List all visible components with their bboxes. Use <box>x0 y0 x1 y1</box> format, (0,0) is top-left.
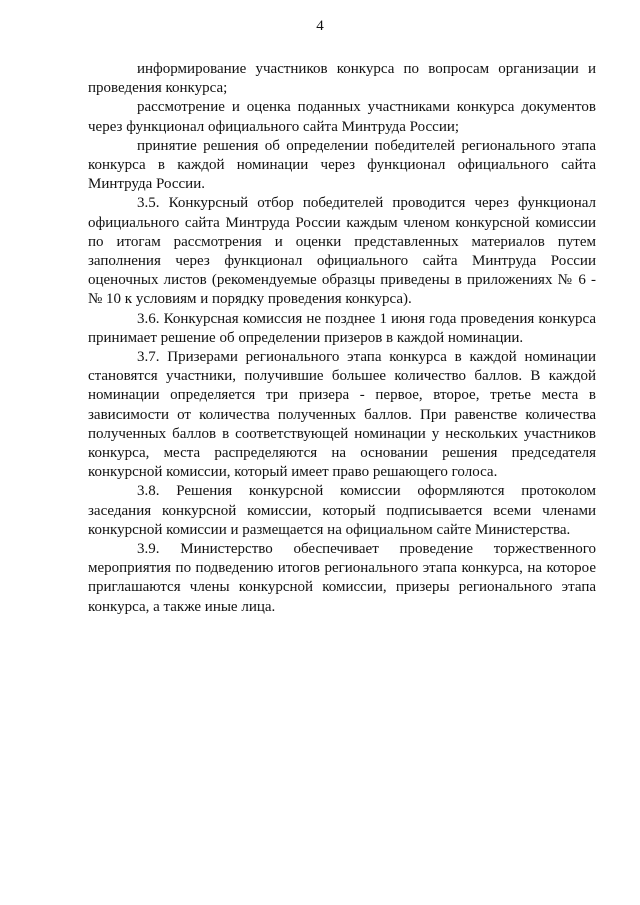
page-number: 4 <box>316 18 324 34</box>
paragraph-3-9: 3.9. Министерство обеспечивает проведение торжественного мероприятия по подведению итогов регионального этапа конкурса, на которое приглашаются члены конкурсной комиссии, призеры регионального этапа конкурса, а также иные лица. <box>88 541 596 615</box>
document-body <box>88 60 596 617</box>
paragraph-review-documents: рассмотрение и оценка поданных участниками конкурса документов через функционал официального сайта Минтруда России; <box>88 99 596 135</box>
paragraph-3-7: 3.7. Призерами регионального этапа конкурса в каждой номинации становятся участники, получившие большее количество баллов. В каждой номинации определяется три призера - первое, второе, третье места в зависимости от количества полученных баллов. При равенстве количества полученных баллов в соответствующей номинации у нескольких участников конкурса, места распределяются на основании решения председателя конкурсной комиссии, который имеет право решающего голоса. <box>88 349 596 481</box>
paragraph-3-6: 3.6. Конкурсная комиссия не позднее 1 июня года проведения конкурса принимает решение об определении призеров в каждой номинации. <box>88 310 596 346</box>
paragraph-3-5: 3.5. Конкурсный отбор победителей проводится через функционал официального сайта Минтруда России каждым членом конкурсной комиссии по итогам рассмотрения и оценки представленных материалов путем заполнения через функционал официального сайта Минтруда России оценочных листов (рекомендуемые образцы приведены в приложениях № 6 - № 10 к условиям и порядку проведения конкурса). <box>88 195 596 308</box>
paragraph-3-8: 3.8. Решения конкурсной комиссии оформляются протоколом заседания конкурсной комиссии, который подписывается всеми членами конкурсной комиссии и размещается на официальном сайте Министерства. <box>88 483 596 538</box>
paragraph-decision-winners: принятие решения об определении победителей регионального этапа конкурса в каждой номинации через функционал официального сайта Минтруда России. <box>88 137 596 193</box>
paragraph-inform-participants: информирование участников конкурса по вопросам организации и проведения конкурса; <box>88 61 596 97</box>
